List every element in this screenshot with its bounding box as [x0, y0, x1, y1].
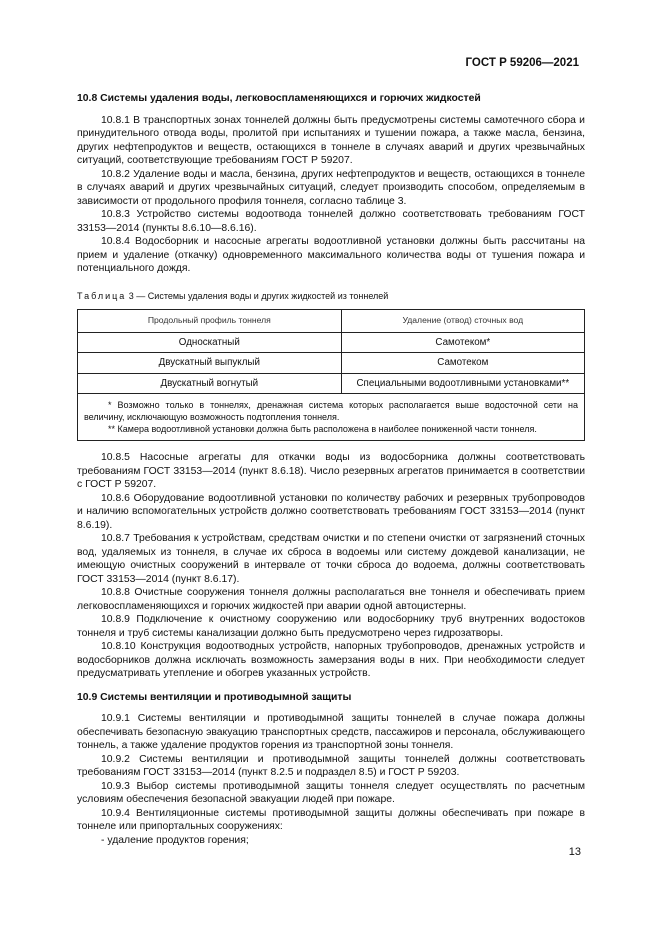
table-notes: [78, 394, 585, 441]
paragraph-10-9-3: 10.9.3 Выбор системы противодымной защиты тоннеля следует осуществлять по расчетным условиям обеспечения безопасной эвакуации людей при пожаре.: [77, 780, 585, 805]
table-header-row: [78, 310, 585, 333]
paragraph-10-9-2: 10.9.2 Системы вентиляции и противодымной защиты тоннелей должны соответствовать требованиям ГОСТ 33153—2014 (пункт 8.2.5 и подраздел 8.5) и ГОСТ Р 59203.: [77, 753, 585, 778]
paragraph-10-8-9: 10.8.9 Подключение к очистному сооружению или водосборнику труб внутренних водостоков тоннеля и труб системы канализации должно быть предусмотрено через гидрозатворы.: [77, 614, 585, 639]
table-row: [78, 373, 585, 394]
list-item: - удаление продуктов горения;: [101, 834, 249, 846]
table-row: [78, 332, 585, 353]
paragraph-10-8-2: 10.8.2 Удаление воды и масла, бензина, других нефтепродуктов и веществ, остающихся в тоннеле в случаях аварий и других чрезвычайных ситуаций, следует производить способом, определяемым в зависимости от продольного профиля тоннеля, согласно таблице 3.: [77, 168, 585, 207]
paragraph-10-8-7: 10.8.7 Требования к устройствам, средствам очистки и по степени очистки от загрязнений сточных вод, удаляемых из тоннеля, в случае их сброса в водоемы или систему дождевой канализации, не имеющую очистных сооружений в интервале от точки сброса до водоема, должны соответствовать ГОСТ 33153—2014 (пункт 8.6.17).: [77, 533, 585, 585]
table-notes-row: [78, 394, 585, 441]
table-cell: Двускатный вогнутый: [78, 373, 342, 394]
page-content: [77, 92, 585, 847]
paragraph-10-9-1: 10.9.1 Системы вентиляции и противодымной защиты тоннелей в случае пожара должны обеспечивать безопасную эвакуацию транспортных средств, пассажиров и персонала, обслуживающего тоннель, а также удаление продуктов горения из транспортной зоны тоннеля.: [77, 713, 585, 751]
table-cell: Самотеком*: [341, 332, 584, 353]
table-cell: Двускатный выпуклый: [78, 353, 342, 374]
drainage-table: [77, 309, 585, 441]
table-header-drainage: Удаление (отвод) сточных вод: [341, 310, 584, 333]
paragraph-10-8-8: 10.8.8 Очистные сооружения тоннеля должны располагаться вне тоннеля и обеспечивать прием легковоспламеняющихся и горючих жидкостей при аварии одной автоцистерны.: [77, 587, 585, 612]
table-caption-prefix: Таблица: [77, 290, 127, 301]
table-caption: [77, 290, 585, 304]
table-row: [78, 353, 585, 374]
section-title-10-8: 10.8 Системы удаления воды, легковоспламеняющихся и горючих жидкостей: [77, 93, 481, 104]
paragraph-10-8-6: 10.8.6 Оборудование водоотливной установки по количеству рабочих и резервных трубопроводов и наличию вспомогательных устройств должно соответствовать требованиям ГОСТ 33153—2014 (пункт 8.6.19).: [77, 492, 585, 531]
document-id-header: ГОСТ Р 59206—2021: [465, 57, 579, 69]
paragraph-10-8-3: 10.8.3 Устройство системы водоотвода тоннелей должно соответствовать требованиям ГОСТ 33153—2014 (пункты 8.6.10—8.6.16).: [77, 209, 585, 234]
paragraph-10-8-5: 10.8.5 Насосные агрегаты для откачки воды из водосборника должны соответствовать требованиям ГОСТ 33153—2014 (пункт 8.6.18). Число резервных агрегатов принимается в соответствии с ГОСТ Р 59207.: [77, 452, 585, 490]
paragraph-10-9-4: 10.9.4 Вентиляционные системы противодымной защиты должны обеспечивать при пожаре в тоннеле или припортальных сооружениях:: [77, 807, 585, 832]
page-number: 13: [568, 846, 581, 858]
table-cell: Специальными водоотливными установками**: [341, 373, 584, 394]
paragraph-10-8-10: 10.8.10 Конструкция водоотводных устройств, напорных трубопроводов, дренажных устройств и водосборников должна исключать возможность замерзания воды в них. При необходимости следует предусматривать утепление и обогрев указанных устройств.: [77, 641, 585, 679]
table-header-profile: Продольный профиль тоннеля: [78, 310, 342, 333]
table-caption-text: 3 — Системы удаления воды и других жидкостей из тоннелей: [126, 290, 389, 301]
table-cell: Самотеком: [341, 353, 584, 374]
paragraph-10-8-4: 10.8.4 Водосборник и насосные агрегаты водоотливной установки должны быть рассчитаны на прием и удаление (откачку) одновременного максимального количества воды от тушения пожара и потенциального дождя.: [77, 236, 585, 274]
section-title-10-9: 10.9 Системы вентиляции и противодымной защиты: [77, 691, 352, 703]
table-note-2: ** Камера водоотливной установки должна быть расположена в наиболее пониженной части тоннеля.: [108, 424, 537, 434]
table-note-1: * Возможно только в тоннелях, дренажная система которых располагается выше водосточной сети на величину, исключающую возможность подтопления тоннеля.: [84, 400, 578, 422]
paragraph-10-8-1: 10.8.1 В транспортных зонах тоннелей должны быть предусмотрены системы самотечного сбора и принудительного отвода воды, пролитой при испытаниях и тушении пожара, а также масла, бензина, других нефтепродуктов и веществ, остающихся в тоннеле в случаях аварий и других чрезвычайных ситуаций, соответствующие требованиям ГОСТ Р 59207.: [77, 114, 585, 166]
table-cell: Односкатный: [78, 332, 342, 353]
